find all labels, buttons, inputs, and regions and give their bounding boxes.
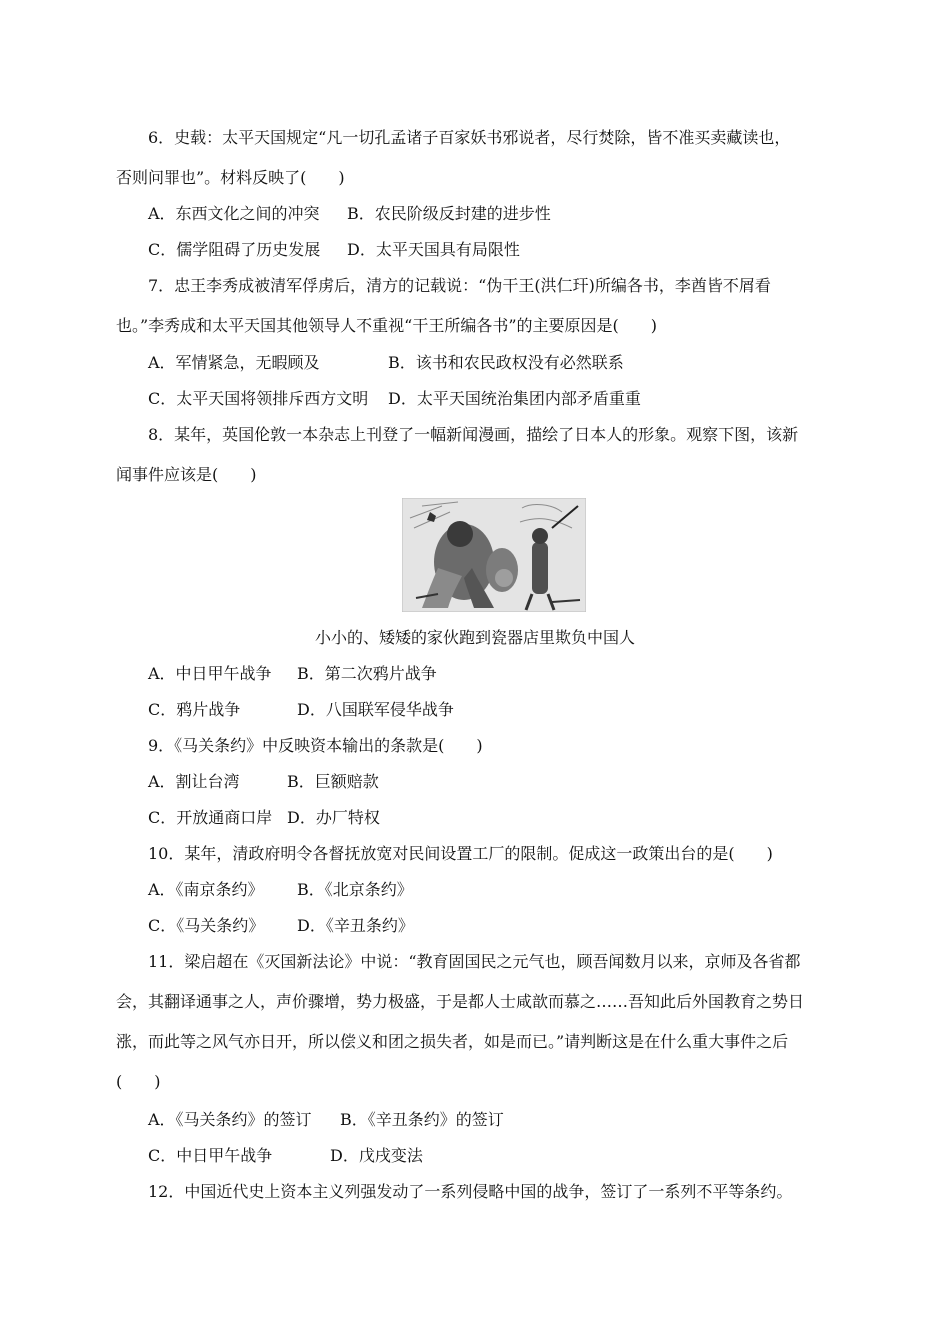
- cartoon-image: [402, 498, 586, 612]
- cartoon-caption: 小小的、矮矮的家伙跑到瓷器店里欺负中国人: [314, 628, 635, 647]
- q10-option-c: C．《马关条约》: [148, 916, 265, 935]
- q7-option-a: A．军情紧急，无暇顾及: [148, 353, 320, 372]
- q8-option-d: D．八国联军侵华战争: [297, 700, 454, 719]
- q11-stem-line1: 11．梁启超在《灭国新法论》中说：“教育固国民之元气也，顾吾闻数月以来，京师及各省都: [148, 952, 801, 971]
- q7-option-d: D．太平天国统治集团内部矛盾重重: [388, 389, 641, 408]
- q10-option-d: D．《辛丑条约》: [297, 916, 414, 935]
- q11-option-a: A．《马关条约》的签订: [148, 1110, 312, 1129]
- q8-option-b: B．第二次鸦片战争: [297, 664, 437, 683]
- q7-stem-line2: 也。”李秀成和太平天国其他领导人不重视“干王所编各书”的主要原因是( ): [116, 316, 658, 335]
- q9-stem-line1: 9．《马关条约》中反映资本输出的条款是( ): [148, 736, 483, 755]
- q9-option-a: A．割让台湾: [148, 772, 240, 791]
- q10-option-b: B．《北京条约》: [297, 880, 413, 899]
- q11-stem-line2: 会，其翻译通事之人，声价骤增，势力极盛，于是都人士咸歆而慕之……吾知此后外国教育之势日: [116, 992, 805, 1011]
- q7-option-b: B．该书和农民政权没有必然联系: [388, 353, 624, 372]
- q9-option-b: B．巨额赔款: [287, 772, 379, 791]
- q6-option-b: B．农民阶级反封建的进步性: [347, 204, 551, 223]
- q9-option-d: D．办厂特权: [287, 808, 380, 827]
- q6-stem-line1: 6．史载：太平天国规定“凡一切孔孟诸子百家妖书邪说者，尽行焚除，皆不准买卖藏读也，: [148, 128, 791, 147]
- q11-option-b: B．《辛丑条约》的签订: [340, 1110, 504, 1129]
- q8-stem-line1: 8．某年，英国伦敦一本杂志上刊登了一幅新闻漫画，描绘了日本人的形象。观察下图，该新: [148, 425, 799, 444]
- q10-stem-line1: 10．某年，清政府明令各督抚放宽对民间设置工厂的限制。促成这一政策出台的是( ): [148, 844, 773, 863]
- q8-option-c: C．鸦片战争: [148, 700, 241, 719]
- q6-stem-line2: 否则问罪也”。材料反映了( ): [116, 168, 345, 187]
- q6-option-c: C．儒学阻碍了历史发展: [148, 240, 321, 259]
- q7-option-c: C．太平天国将领排斥西方文明: [148, 389, 369, 408]
- q11-stem-line3: 涨，而此等之风气亦日开，所以偿义和团之损失者，如是而已。”请判断这是在什么重大事件之后: [116, 1032, 789, 1051]
- q11-option-d: D．戊戌变法: [330, 1146, 423, 1165]
- q10-option-a: A．《南京条约》: [148, 880, 264, 899]
- q6-option-a: A．东西文化之间的冲突: [148, 204, 320, 223]
- q7-stem-line1: 7．忠王李秀成被清军俘虏后，清方的记载说：“伪干王(洪仁玕)所编各书，李酋皆不屑看: [148, 276, 771, 295]
- q12-stem-line1: 12．中国近代史上资本主义列强发动了一系列侵略中国的战争，签订了一系列不平等条约。: [148, 1182, 793, 1201]
- q11-stem-line4: ( ): [116, 1072, 161, 1091]
- q9-option-c: C．开放通商口岸: [148, 808, 273, 827]
- q8-stem-line2: 闻事件应该是( ): [116, 465, 257, 484]
- q6-option-d: D．太平天国具有局限性: [347, 240, 520, 259]
- q11-option-c: C．中日甲午战争: [148, 1146, 273, 1165]
- q8-option-a: A．中日甲午战争: [148, 664, 272, 683]
